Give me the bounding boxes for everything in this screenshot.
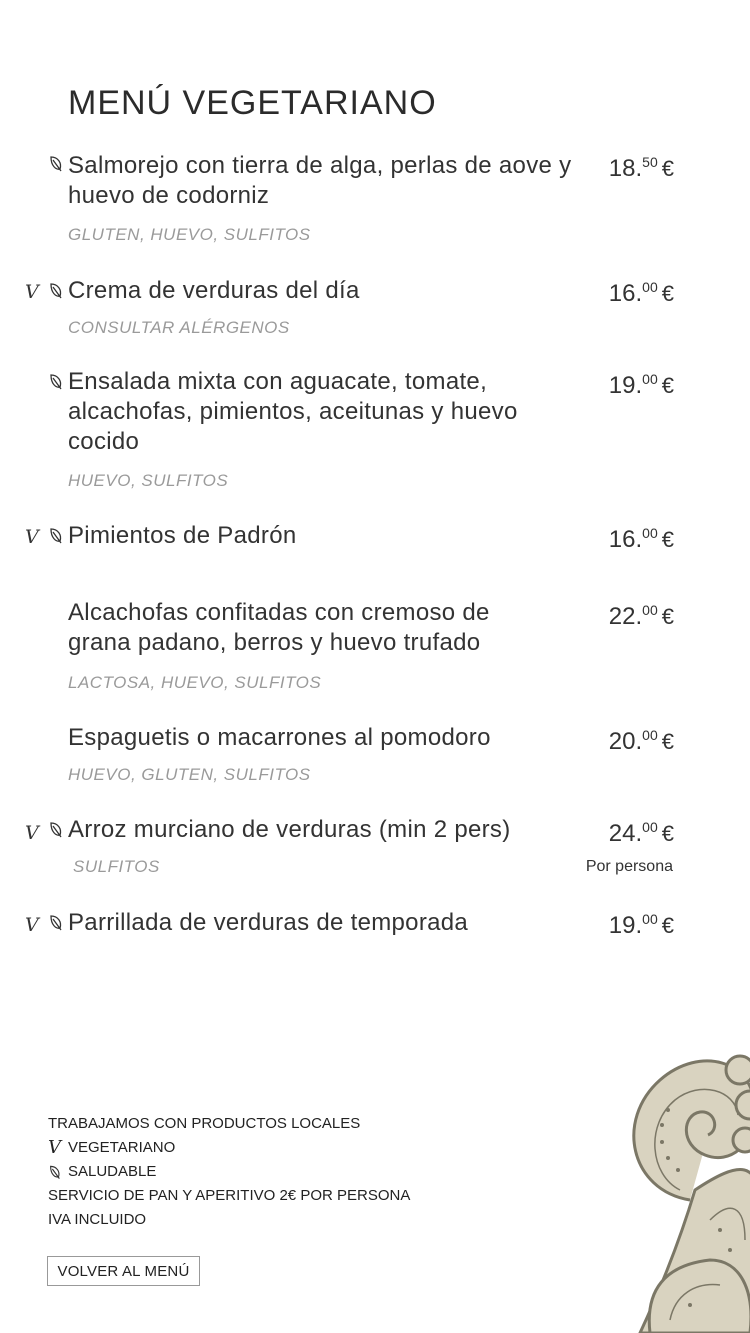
- menu-item-price: 19.00 €: [608, 911, 674, 939]
- menu-item-name: Crema de verduras del día: [68, 277, 360, 304]
- back-to-menu-button[interactable]: VOLVER AL MENÚ: [47, 1256, 200, 1286]
- menu-item-allergens: HUEVO, SULFITOS: [68, 471, 229, 490]
- menu-item-allergens: GLUTEN, HUEVO, SULFITOS: [68, 225, 311, 244]
- menu-item-name: Espaguetis o macarrones al pomodoro: [68, 724, 491, 751]
- page-title: MENÚ VEGETARIANO: [68, 84, 437, 122]
- leaf-icon: [48, 821, 64, 839]
- legend-vegetarian: V VEGETARIANO: [48, 1137, 176, 1158]
- leaf-icon: [48, 914, 64, 932]
- menu-item-price: 16.00 €: [608, 525, 674, 553]
- menu-item-name: Alcachofas confitadas con cremoso de grana padano, berros y huevo trufado: [68, 599, 490, 656]
- legend-healthy: SALUDABLE: [48, 1160, 468, 1184]
- menu-item-name: Ensalada mixta con aguacate, tomate, alcachofas, pimientos, aceitunas y huevo cocido: [68, 368, 518, 455]
- legend-local: TRABAJAMOS CON PRODUCTOS LOCALES: [48, 1115, 361, 1132]
- price-note: Por persona: [585, 858, 673, 875]
- menu-item-name: Parrillada de verduras de temporada: [68, 909, 469, 936]
- legend-vat: IVA INCLUIDO: [48, 1211, 147, 1228]
- menu-item-allergens: CONSULTAR ALÉRGENOS: [68, 318, 290, 337]
- leaf-icon: [48, 373, 64, 391]
- menu-item-price: 20.00 €: [608, 727, 674, 755]
- leaf-icon: [48, 282, 64, 300]
- legend: [48, 1112, 468, 1232]
- menu-item-name: Salmorejo con tierra de alga, perlas de aove y huevo de codorniz: [68, 152, 572, 209]
- legend-bread: SERVICIO DE PAN Y APERITIVO 2€ POR PERSONA: [48, 1187, 411, 1204]
- menu-item-price: 16.00 €: [608, 279, 674, 307]
- vegetarian-icon: V: [25, 281, 39, 303]
- paisley-ornament-icon: [620, 1050, 750, 1333]
- vegetarian-icon: V: [25, 822, 39, 844]
- vegetarian-icon: V: [48, 1137, 61, 1158]
- menu-item-price: 24.00 €: [608, 819, 674, 847]
- vegetarian-icon: V: [25, 526, 39, 548]
- menu-item-name: Arroz murciano de verduras (min 2 pers): [68, 816, 511, 843]
- menu-item-allergens: LACTOSA, HUEVO, SULFITOS: [68, 673, 322, 692]
- menu-item-price: 19.00 €: [608, 371, 674, 399]
- vegetarian-icon: V: [25, 914, 39, 936]
- menu-item-name: Pimientos de Padrón: [68, 522, 297, 549]
- menu-item-price: 22.00 €: [608, 602, 674, 630]
- leaf-icon: [48, 527, 64, 545]
- leaf-icon: [48, 155, 64, 173]
- menu-item-allergens: HUEVO, GLUTEN, SULFITOS: [68, 765, 311, 784]
- leaf-icon: [48, 1164, 68, 1181]
- menu-item-allergens: SULFITOS: [73, 857, 160, 876]
- menu-item-price: 18.50 €: [608, 154, 674, 182]
